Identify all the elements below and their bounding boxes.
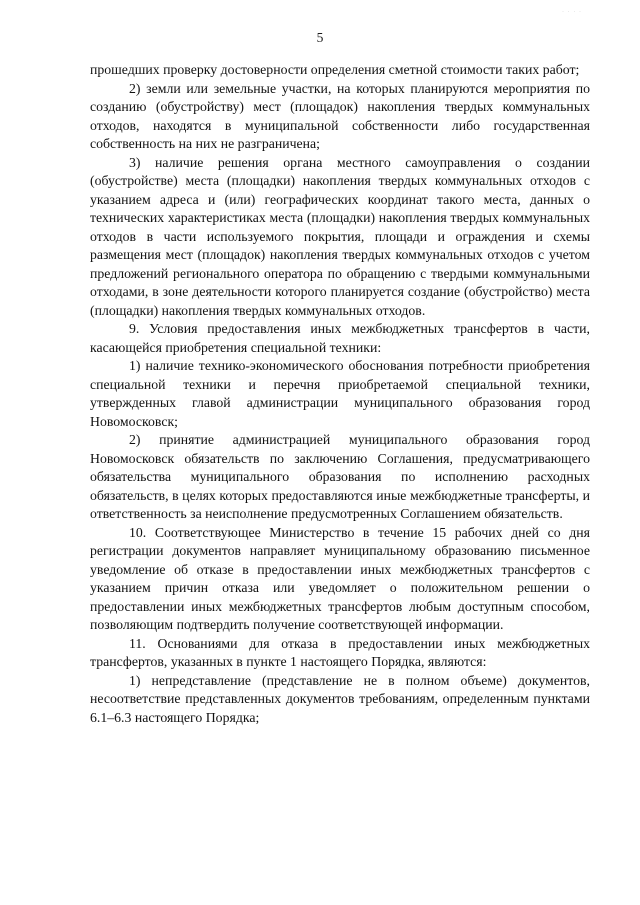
paragraph-clause-9: 9. Условия предоставления иных межбюджетных трансфертов в части, касающейся приобретения специальной техники: (90, 321, 590, 355)
scan-corner-mark: · · · · (562, 9, 582, 15)
paragraph-clause-9-item-2: 2) принятие администрацией муниципального образования город Новомосковск обязательств по заключению Соглашения, предусматривающего обязательства муниципального образования по исполнению расходных обязательств, в целях которых предоставляются иные межбюджетные трансферты, и ответственность за неисполнение предусмотренных Соглашением обязательств. (90, 432, 590, 521)
paragraph-item-3-local-decision: 3) наличие решения органа местного самоуправления о создании (обустройстве) места (площадки) накопления твердых коммунальных отходов с указанием адреса и (или) географических координат такого места, данных о технических характеристиках места (площадки) накопления твердых коммунальных отходов в части используемого покрытия, площади и ограждения и схемы размещения мест (площадок) накопления твердых коммунальных отходов с учетом предложений регионального оператора по обращению с твердыми коммунальными отходами, в зоне деятельности которого планируется создание (обустройство) места (площадки) накопления твердых коммунальных отходов. (90, 154, 590, 318)
paragraph-clause-11-item-1: 1) непредставление (представление не в полном объеме) документов, несоответствие представленных документов требованиям, определенным пунктами 6.1–6.3 настоящего Порядка; (90, 672, 590, 725)
page-number: 5 (316, 30, 324, 45)
document-body (90, 61, 590, 727)
paragraph-clause-9-item-1: 1) наличие технико-экономического обоснования потребности приобретения специальной техники и перечня приобретаемой специальной техники, утвержденных главой администрации муниципального образования город Новомосковск; (90, 358, 590, 429)
paragraph-clause-11: 11. Основаниями для отказа в предоставлении иных межбюджетных трансфертов, указанных в пункте 1 настоящего Порядка, являются: (90, 635, 590, 669)
paragraph-clause-10: 10. Соответствующее Министерство в течение 15 рабочих дней со дня регистрации документов направляет муниципальному образованию письменное уведомление об отказе в предоставлении иных межбюджетных трансфертов с указанием причин отказа или уведомляет о положительном решении о предоставлении иных межбюджетных трансфертов любым доступным способом, позволяющим подтвердить получение соответствующей информации. (90, 524, 590, 632)
paragraph-continuation: прошедших проверку достоверности определения сметной стоимости таких работ; (90, 62, 580, 77)
paragraph-item-2-land-plots: 2) земли или земельные участки, на которых планируются мероприятия по созданию (обустройству) мест (площадок) накопления твердых коммунальных отходов, находятся в муниципальной собственности либо государственная собственность на них не разграничена; (90, 80, 590, 151)
